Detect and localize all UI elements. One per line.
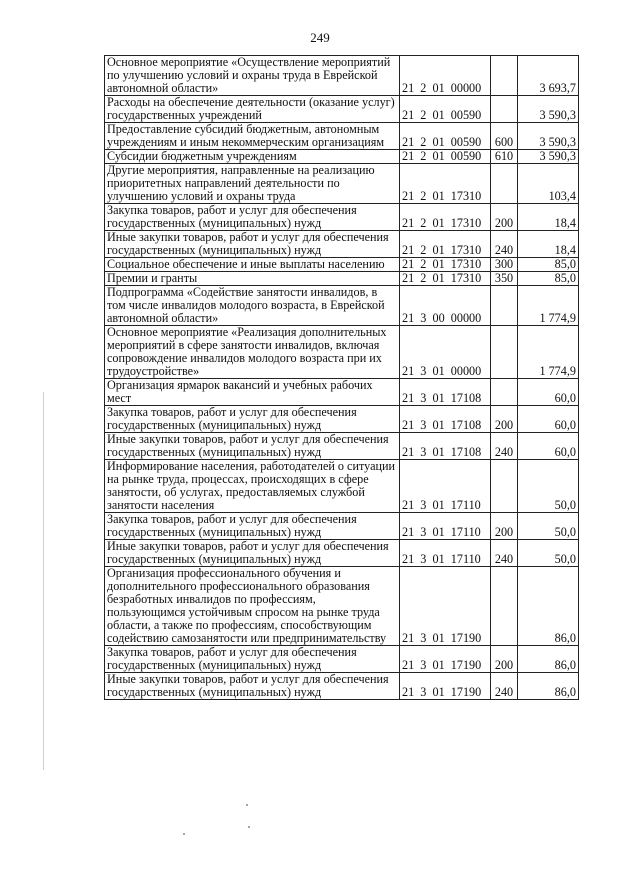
row-code-cell: 21 3 01 17190 [400, 646, 491, 673]
row-kvr-cell [491, 460, 518, 513]
row-sum-cell: 85,0 [518, 272, 579, 286]
table-row [105, 164, 579, 204]
row-sum-cell: 60,0 [518, 379, 579, 406]
row-code-cell: 21 3 01 00000 [400, 326, 491, 379]
row-kvr-cell [491, 326, 518, 379]
row-kvr-cell [491, 379, 518, 406]
table-row [105, 123, 579, 150]
row-code-cell: 21 3 01 17108 [400, 433, 491, 460]
row-code-cell: 21 2 01 17310 [400, 258, 491, 272]
budget-table [104, 55, 579, 700]
scan-margin-line [43, 392, 44, 770]
row-kvr-cell: 240 [491, 540, 518, 567]
row-sum-cell: 18,4 [518, 204, 579, 231]
row-name-cell: Закупка товаров, работ и услуг для обеспечения государственных (муниципальных) нужд [105, 513, 400, 540]
table-row [105, 433, 579, 460]
row-code-cell: 21 2 01 00590 [400, 123, 491, 150]
row-name-cell: Премии и гранты [105, 272, 400, 286]
row-sum-cell: 50,0 [518, 460, 579, 513]
row-kvr-cell: 200 [491, 513, 518, 540]
table-row [105, 231, 579, 258]
row-name-cell: Закупка товаров, работ и услуг для обеспечения государственных (муниципальных) нужд [105, 646, 400, 673]
row-name-cell: Основное мероприятие «Реализация дополнительных мероприятий в сфере занятости инвалидов, включая сопровождение инвалидов молодого возраста при их трудоустройстве» [105, 326, 400, 379]
table-row [105, 406, 579, 433]
table-row [105, 540, 579, 567]
page-number: 249 [310, 30, 330, 45]
row-kvr-cell: 200 [491, 406, 518, 433]
row-name-cell: Субсидии бюджетным учреждениям [105, 150, 400, 164]
row-code-cell: 21 2 01 00000 [400, 56, 491, 96]
table-row [105, 326, 579, 379]
row-kvr-cell: 610 [491, 150, 518, 164]
row-sum-cell: 50,0 [518, 540, 579, 567]
table-row [105, 96, 579, 123]
table-row [105, 56, 579, 96]
row-code-cell: 21 3 00 00000 [400, 286, 491, 326]
table-row [105, 379, 579, 406]
row-sum-cell: 60,0 [518, 433, 579, 460]
row-name-cell: Организация профессионального обучения и дополнительного профессионального образования безработных инвалидов по профессиям, пользующимся устойчивым спросом на рынке труда области, а также по профессиям, способствующим содействию самозанятости или предпринимательству [105, 567, 400, 646]
table-row [105, 513, 579, 540]
table-row [105, 286, 579, 326]
row-name-cell: Другие мероприятия, направленные на реализацию приоритетных направлений деятельности по улучшению условий и охраны труда [105, 164, 400, 204]
row-name-cell: Подпрограмма «Содействие занятости инвалидов, в том числе инвалидов молодого возраста, в Еврейской автономной области» [105, 286, 400, 326]
row-kvr-cell [491, 56, 518, 96]
scan-speck [183, 833, 185, 835]
row-code-cell: 21 2 01 00590 [400, 150, 491, 164]
row-name-cell: Закупка товаров, работ и услуг для обеспечения государственных (муниципальных) нужд [105, 406, 400, 433]
table-row [105, 204, 579, 231]
scan-speck [248, 826, 250, 828]
table-row [105, 646, 579, 673]
row-kvr-cell [491, 164, 518, 204]
row-sum-cell: 1 774,9 [518, 326, 579, 379]
row-sum-cell: 85,0 [518, 258, 579, 272]
row-code-cell: 21 3 01 17190 [400, 673, 491, 700]
row-name-cell: Организация ярмарок вакансий и учебных рабочих мест [105, 379, 400, 406]
row-name-cell: Иные закупки товаров, работ и услуг для обеспечения государственных (муниципальных) нужд [105, 540, 400, 567]
table-row [105, 460, 579, 513]
row-code-cell: 21 3 01 17108 [400, 379, 491, 406]
row-code-cell: 21 2 01 17310 [400, 204, 491, 231]
row-sum-cell: 86,0 [518, 646, 579, 673]
scan-speck [246, 804, 248, 806]
row-code-cell: 21 2 01 00590 [400, 96, 491, 123]
row-kvr-cell [491, 286, 518, 326]
row-code-cell: 21 2 01 17310 [400, 231, 491, 258]
row-code-cell: 21 3 01 17108 [400, 406, 491, 433]
row-kvr-cell [491, 567, 518, 646]
budget-table-body [105, 56, 579, 700]
row-name-cell: Иные закупки товаров, работ и услуг для обеспечения государственных (муниципальных) нужд [105, 433, 400, 460]
row-name-cell: Иные закупки товаров, работ и услуг для обеспечения государственных (муниципальных) нужд [105, 673, 400, 700]
row-kvr-cell: 240 [491, 673, 518, 700]
row-kvr-cell [491, 96, 518, 123]
row-code-cell: 21 2 01 17310 [400, 272, 491, 286]
row-sum-cell: 1 774,9 [518, 286, 579, 326]
row-kvr-cell: 200 [491, 646, 518, 673]
row-sum-cell: 103,4 [518, 164, 579, 204]
table-row [105, 567, 579, 646]
row-kvr-cell: 200 [491, 204, 518, 231]
row-sum-cell: 3 590,3 [518, 96, 579, 123]
row-kvr-cell: 240 [491, 231, 518, 258]
row-code-cell: 21 2 01 17310 [400, 164, 491, 204]
row-sum-cell: 60,0 [518, 406, 579, 433]
row-sum-cell: 50,0 [518, 513, 579, 540]
table-row [105, 272, 579, 286]
table-row [105, 673, 579, 700]
row-code-cell: 21 3 01 17110 [400, 513, 491, 540]
row-code-cell: 21 3 01 17110 [400, 460, 491, 513]
row-sum-cell: 3 590,3 [518, 150, 579, 164]
row-sum-cell: 3 590,3 [518, 123, 579, 150]
row-code-cell: 21 3 01 17110 [400, 540, 491, 567]
row-name-cell: Социальное обеспечение и иные выплаты населению [105, 258, 400, 272]
row-name-cell: Основное мероприятие «Осуществление мероприятий по улучшению условий и охраны труда в Еврейской автономной области» [105, 56, 400, 96]
row-name-cell: Предоставление субсидий бюджетным, автономным учреждениям и иным некоммерческим организациям [105, 123, 400, 150]
row-name-cell: Расходы на обеспечение деятельности (оказание услуг) государственных учреждений [105, 96, 400, 123]
table-row [105, 258, 579, 272]
row-kvr-cell: 240 [491, 433, 518, 460]
row-sum-cell: 18,4 [518, 231, 579, 258]
row-name-cell: Закупка товаров, работ и услуг для обеспечения государственных (муниципальных) нужд [105, 204, 400, 231]
table-row [105, 150, 579, 164]
row-kvr-cell: 600 [491, 123, 518, 150]
row-name-cell: Информирование населения, работодателей о ситуации на рынке труда, процессах, происходящих в сфере занятости, об услугах, предоставляемых службой занятости населения [105, 460, 400, 513]
row-sum-cell: 86,0 [518, 567, 579, 646]
row-code-cell: 21 3 01 17190 [400, 567, 491, 646]
row-sum-cell: 86,0 [518, 673, 579, 700]
row-sum-cell: 3 693,7 [518, 56, 579, 96]
row-kvr-cell: 300 [491, 258, 518, 272]
row-name-cell: Иные закупки товаров, работ и услуг для обеспечения государственных (муниципальных) нужд [105, 231, 400, 258]
row-kvr-cell: 350 [491, 272, 518, 286]
